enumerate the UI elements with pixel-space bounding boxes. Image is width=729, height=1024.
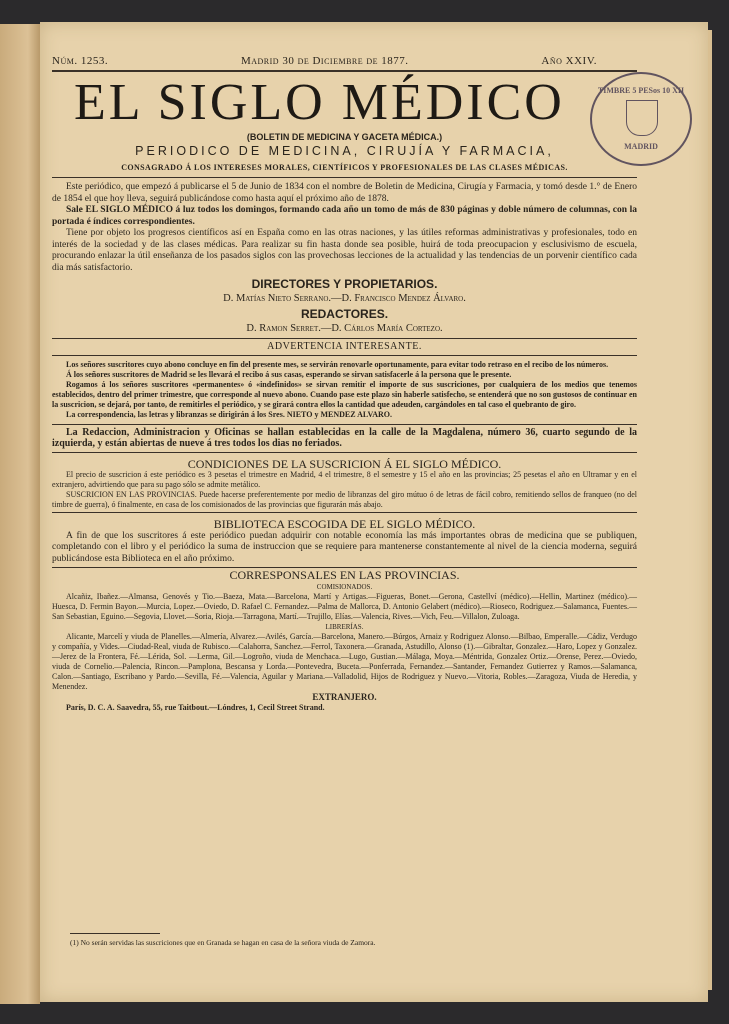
library-heading: BIBLIOTECA ESCOGIDA DE EL SIGLO MÉDICO. xyxy=(213,517,476,531)
divider xyxy=(52,512,637,513)
issue-number: Núm. 1253. xyxy=(52,55,109,67)
subtitle-bulletin: (BOLETIN DE MEDICINA Y GACETA MÉDICA.) xyxy=(246,131,443,142)
issue-date: Madrid 30 de Diciembre de 1877. xyxy=(240,55,409,67)
notice-paragraph-4: La correspondencia, las letras y libranzas se dirigirán á los Sres. NIETO y MENDEZ ALVARO. xyxy=(66,409,393,419)
issue-year: Año XXIV. xyxy=(541,55,597,67)
divider xyxy=(52,424,637,425)
divider xyxy=(52,177,637,178)
office-notice: La Redaccion, Administracion y Oficinas se hallan establecidas en la calle de la Magdalena, número 36, cuarto segundo de la izquierda, y están abiertas de nueve á tres todos los dias no feriados. xyxy=(52,426,637,449)
editors-heading: REDACTORES. xyxy=(300,307,389,321)
conditions-heading: CONDICIONES DE LA SUSCRICION Á EL SIGLO MÉDICO. xyxy=(187,456,502,471)
footnote-rule xyxy=(70,933,160,934)
masthead: EL SIGLO MÉDICO xyxy=(74,73,565,131)
correspondents-heading: CORRESPONSALES EN LAS PROVINCIAS. xyxy=(229,568,460,582)
library-paragraph: A fin de que los suscritores á este periódico puedan adquirir con notable economía las más importantes obras de medicina que se publiquen, completando con el libro y el periódico la suma de instruccion que se requiere para mantenerse constantemente al nivel de la ciencia moderna, seguirá publicándose esta Biblioteca en el año próximo. xyxy=(52,530,637,564)
page-content xyxy=(52,56,637,713)
stamp-top-text: TIMBRE 5 PESos 10 XII xyxy=(597,86,685,95)
conditions-paragraph-2: SUSCRICION EN LAS PROVINCIAS. Puede hacerse preferentemente por medio de libranzas del giro mútuo ó de letras de fácil cobro, remitiendo sellos de franqueo (no del timbre de guerra), ó finalmente, en casa de los comisionados de las provincias que figurarán más abajo. xyxy=(52,490,637,509)
footnote: (1) No serán servidas las suscriciones que en Granada se hagan en casa de la señora viuda de Zamora. xyxy=(70,938,376,947)
notice-paragraph-1: Los señores suscritores cuyo abono concluye en fin del presente mes, se servirán renovarle oportunamente, para evitar todo retraso en el recibo de los números. xyxy=(66,359,609,369)
notice-body xyxy=(52,360,637,420)
directors-names: D. Matías Nieto Serrano.—D. Francisco Mendez Álvaro. xyxy=(223,292,466,304)
header-rule xyxy=(52,70,637,72)
directors-heading: DIRECTORES Y PROPIETARIOS. xyxy=(251,277,438,291)
subtitle-dedication: CONSAGRADO Á LOS INTERESES MORALES, CIENTÍFICOS Y PROFESIONALES DE LAS CLASES MÉDICAS. xyxy=(121,162,568,172)
stamp-bottom-text: MADRID xyxy=(624,142,658,151)
divider xyxy=(52,338,637,339)
commissioners-subheading: COMISIONADOS. xyxy=(316,582,373,591)
intro-paragraph-2: Sale EL SIGLO MÉDICO á luz todos los domingos, formando cada año un tomo de más de 830 páginas y doble número de columnas, con la portada é índices correspondientes. xyxy=(52,205,637,227)
dateline xyxy=(52,56,637,68)
notice-paragraph-3: Rogamos á los señores suscritores «permanentes» ó «indefinidos» se sirvan remitir el importe de sus suscriciones, por cualquiera de los medios que tenemos establecidos, dentro del primer trimestre, que corresponde al nuevo abono. Cuando pase este plazo sin haberle satisfecho, se entenderá que no son gustosos de continuar en la suscricion, se dejará, por tanto, de remitirles el periódico, y se girará contra ellos la cantidad que adeuden, cargándoles en tal caso el quebranto de giro. xyxy=(52,379,637,409)
notice-heading: ADVERTENCIA INTERESANTE. xyxy=(267,341,422,352)
bookshops-subheading: LIBRERÍAS. xyxy=(325,622,364,631)
commissioners-list: Alcañiz, Ibañez.—Almansa, Genovés y Tio.—Baeza, Mata.—Barcelona, Martí y Artigas.—Figueras, Bonet.—Gerona, Castellví (médico).—Hellin, Martinez (médico).—Huesca, D. Fermin Bayon.—Murcia, Lopez.—Oviedo, D. Rafael C. Fernandez.—Palma de Mallorca, D. Antonio Gelabert (médico).—Rioseco, Rodriguez.—Salamanca, Fuentes.—San Sebastian, Eguino.—Segovia, Llovet.—Soria, Rioja.—Tarragona, Martí.—Trujillo, Elías.—Valencia, Rives.—Vich, Feu.—Villalon, Zuloaga. xyxy=(52,591,637,621)
conditions-paragraph-1: El precio de suscricion á este periódico es 3 pesetas el trimestre en Madrid, 4 el trimestre, 8 el semestre y 15 el año en las provincias; 25 pesetas el año en Ultramar y en el extranjero, advirtiendo que para su pago sólo se admite metálico. xyxy=(52,470,637,489)
bookshops-list: Alicante, Marcelí y viuda de Planelles.—Almería, Alvarez.—Avilés, García.—Barcelona, Manero.—Búrgos, Arnaiz y Rodriguez Alonso.—Bilbao, Emperalle.—Cádiz, Verdugo y compañía, y Vides.—Ciudad-Real, viuda de Rubisco.—Calahorra, Sanchez.—Ferrol, Taxonera.—Granada, Astudillo, Alonso (1).—Gibraltar, Gonzalez.—Haro, Lopez y Gonzalez.—Jerez de la Frontera, Fé.—Lérida, Sol. —Lerma, Gil.—Logroño, viuda de Menchaca.—Lugo, Gustian.—Málaga, Moya.—Méntrida, Gonzalez Ortiz.—Orense, Perez.—Oviedo, viuda de Cornelio.—Palencia, Rincon.—Pamplona, Bescansa y Lorda.—Pontevedra, Buceta.—Ponferrada, Fernandez.—Santander, Fernandez Gutierrez y Ramos.—Salamanca, Calon.—Santiago, Escribano y Pardo.—Sevilla, Fé.—Valencia, Aguilar y Mariana.—Valladolid, Hijos de Rodriguez y Nuevo.—Vitoria, Robles.—Zaragoza, Viuda de Heredia, y Menendez. xyxy=(52,631,637,691)
intro-paragraph-1: Este periódico, que empezó á publicarse el 5 de Junio de 1834 con el nombre de Boletin de Medicina, Cirugía y Farmacia, y tomó desde 1.° de Enero de 1854 el que hoy lleva, seguirá publicándose como hasta aquí el próximo año de 1878. xyxy=(52,182,637,204)
intro-paragraph-3: Tiene por objeto los progresos científicos así en España como en las otras naciones, y las útiles reformas administrativas y profesionales, todo en interés de la sociedad y de las clases médicas. Para realizar su fin hasta donde sea posible, huirá de toda preocupacion y esclusivismo de escuela, procurando enlazar la útil enseñanza de los pasados siglos con las provechosas lecciones de la actualidad y las tendencias de un porvenir científico cada dia más satisfactorio. xyxy=(52,228,637,273)
subtitle-periodical: PERIODICO DE MEDICINA, CIRUJÍA Y FARMACIA, xyxy=(135,144,554,158)
divider xyxy=(52,355,637,356)
divider xyxy=(52,452,637,453)
facing-page-edge xyxy=(0,24,40,1004)
abroad-subheading: EXTRANJERO. xyxy=(312,691,377,702)
abroad-list: París, D. C. A. Saavedra, 55, rue Taitbout.—Lóndres, 1, Cecil Street Strand. xyxy=(66,703,325,712)
notice-paragraph-2: Á los señores suscritores de Madrid se les llevará el recibo á sus casas, esperando se sirvan satisfacerle á la persona que le presente. xyxy=(66,369,512,379)
editors-names: D. Ramon Serret.—D. Cárlos María Cortezo. xyxy=(246,322,443,334)
